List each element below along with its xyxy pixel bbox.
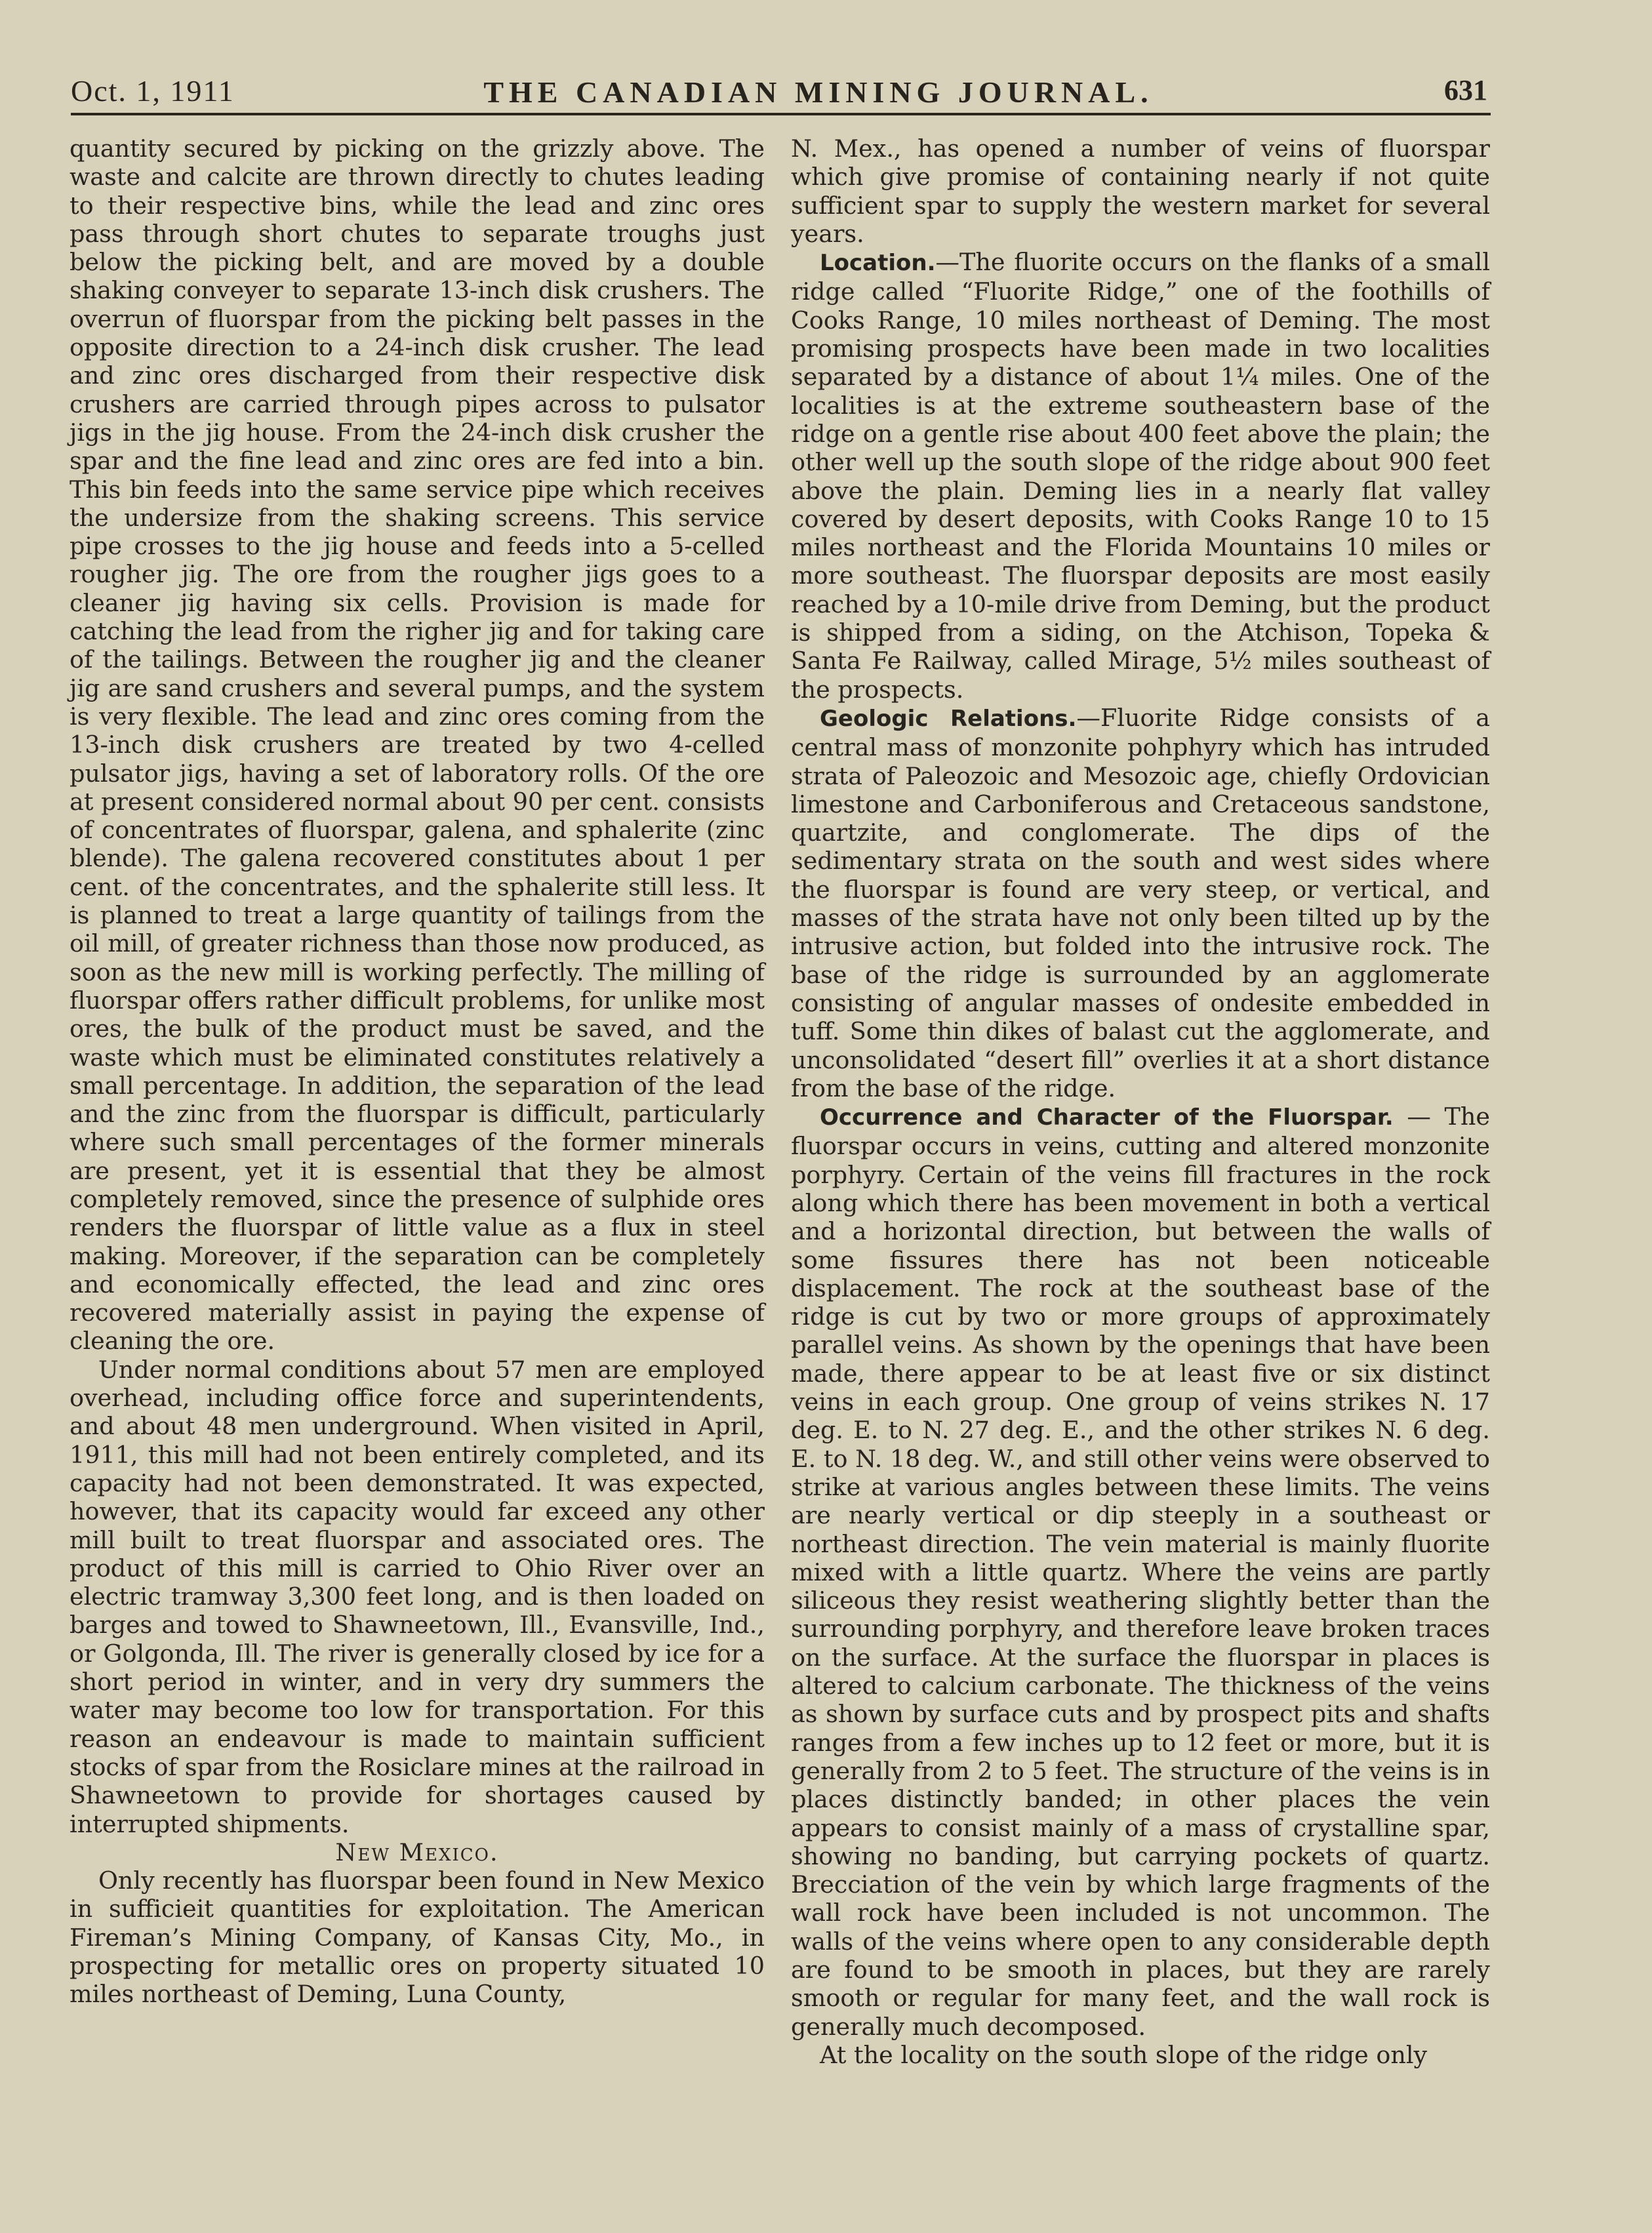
paragraph-occurrence	[791, 1102, 1490, 2041]
paragraph: quantity secured by picking on the grizzly above. The waste and calcite are thrown directly to chutes leading to their respective bins, while the lead and zinc ores pass through short chutes to separate troughs just below the picking belt, and are moved by a double shaking conveyer to separate 13-inch disk crushers. The overrun of fluorspar from the picking belt passes in the opposite direction to a 24-inch disk crusher. The lead and zinc ores discharged from their respective disk crushers are carried through pipes across to pulsator jigs in the jig house. From the 24-inch disk crusher the spar and the fine lead and zinc ores are fed into a bin. This bin feeds into the same service pipe which receives the undersize from the shaking screens. This service pipe crosses to the jig house and feeds into a 5-celled rougher jig. The ore from the rougher jigs goes to a cleaner jig having six cells. Provision is made for catching the lead from the righer jig and for taking care of the tailings. Between the rougher jig and the cleaner jig are sand crushers and several pumps, and the system is very flexible. The lead and zinc ores coming from the 13-inch disk crushers are treated by two 4-celled pulsator jigs, having a set of laboratory rolls. Of the ore at present considered normal about 90 per cent. consists of concentrates of fluorspar, galena, and sphalerite (zinc blende). The galena recovered constitutes about 1 per cent. of the concentrates, and the sphalerite still less. It is planned to treat a large quantity of tailings from the oil mill, of greater richness than those now produced, as soon as the new mill is working perfectly. The milling of fluorspar offers rather difficult problems, for unlike most ores, the bulk of the product must be saved, and the waste which must be eliminated constitutes relatively a small percentage. In addition, the separation of the lead and the zinc from the fluorspar is difficult, particularly where such small percentages of the former minerals are present, yet it is essential that they be almost completely removed, since the presence of sulphide ores renders the fluorspar of little value as a flux in steel making. Moreover, if the separation can be completely and economically effected, the lead and zinc ores recovered materially assist in paying the expense of cleaning the ore.	[70, 134, 765, 1356]
right-column	[791, 134, 1490, 2069]
paragraph-text: —The fluorite occurs on the flanks of a small ridge called “Fluorite Ridge,” one of the foothills of Cooks Range, 10 miles northeast of Deming. The most promising prospects have been made in two localities separated by a distance of about 1¼ miles. One of the localities is at the extreme southeastern base of the ridge on a gentle rise about 400 feet above the plain; the other well up the south slope of the ridge about 900 feet above the plain. Deming lies in a nearly flat valley covered by desert deposits, with Cooks Range 10 to 15 miles northeast and the Florida Mountains 10 miles or more southeast. The fluorspar deposits are most easily reached by a 10-mile drive from Deming, but the product is shipped from a siding, on the Atchison, Topeka & Santa Fe Railway, called Mirage, 5½ miles southeast of the prospects.	[791, 248, 1490, 704]
section-heading: New Mexico.	[335, 1838, 499, 1866]
subheading-geologic: Geologic Relations.	[820, 705, 1077, 732]
subheading-occurrence: Occurrence and Character of the Fluorspar.	[820, 1104, 1394, 1131]
page-header	[71, 66, 1487, 118]
header-rule	[71, 113, 1491, 115]
journal-title: THE CANADIAN MINING JOURNAL.	[483, 75, 1154, 109]
issue-date: Oct. 1, 1911	[71, 74, 235, 108]
paragraph: Under normal conditions about 57 men are employed overhead, including office force and superintendents, and about 48 men underground. When visited in April, 1911, this mill had not been entirely completed, and its capacity had not been demonstrated. It was expected, however, that its capacity would far exceed any other mill built to treat fluorspar and associated ores. The product of this mill is carried to Ohio River over an electric tramway 3,300 feet long, and is then loaded on barges and towed to Shawneetown, Ill., Evansville, Ind., or Golgonda, Ill. The river is generally closed by ice for a short period in winter, and in very dry summers the water may become too low for transportation. For this reason an endeavour is made to maintain sufficient stocks of spar from the Rosiclare mines at the railroad in Shawneetown to provide for shortages caused by interrupted shipments.	[70, 1355, 765, 1838]
paragraph: Only recently has fluorspar been found in New Mexico in sufficieit quantities for exploitation. The American Fireman’s Mining Company, of Kansas City, Mo., in prospecting for metallic ores on property situated 10 miles northeast of Deming, Luna County,	[70, 1866, 765, 2009]
paragraph-text: — The fluorspar occurs in veins, cutting and altered monzonite porphyry. Certain of the veins fill fractures in the rock along which there has been movement in both a vertical and a horizontal direction, but between the walls of some fissures there has not been noticeable displacement. The rock at the southeast base of the ridge is cut by two or more groups of approximately parallel veins. As shown by the openings that have been made, there appear to be at least five or six distinct veins in each group. One group of veins strikes N. 17 deg. E. to N. 27 deg. E., and the other strikes N. 6 deg. E. to N. 18 deg. W., and still other veins were observed to strike at various angles between these limits. The veins are nearly vertical or dip steeply in a southeast or northeast direction. The vein material is mainly fluorite mixed with a little quartz. Where the veins are partly siliceous they resist weathering slightly better than the surrounding porphyry, and therefore leave broken traces on the surface. At the surface the fluorspar in places is altered to calcium carbonate. The thickness of the veins as shown by surface cuts and by prospect pits and shafts ranges from a few inches up to 12 feet or more, but it is generally from 2 to 5 feet. The structure of the veins is in places distinctly banded; in other places the vein appears to consist mainly of a mass of crystalline spar, showing no banding, but carrying pockets of quartz. Brecciation of the vein by which large fragments of the wall rock have been included is not uncommon. The walls of the veins where open to any considerable depth are found to be smooth in places, but they are rarely smooth or regular for many feet, and the wall rock is generally much decomposed.	[791, 1102, 1490, 2041]
left-column	[70, 134, 765, 2009]
paragraph-text: —Fluorite Ridge consists of a central mass of monzonite pohphyry which has intruded strata of Paleozoic and Mesozoic age, chiefly Ordovician limestone and Carboniferous and Cretaceous sandstone, quartzite, and conglomerate. The dips of the sedimentary strata on the south and west sides where the fluorspar is found are very steep, or vertical, and masses of the strata have not only been tilted up by the intrusive action, but folded into the intrusive rock. The base of the ridge is surrounded by an agglomerate consisting of angular masses of ondesite embedded in tuff. Some thin dikes of balast cut the agglomerate, and unconsolidated “desert fill” overlies it at a short distance from the base of the ridge.	[791, 703, 1490, 1102]
paragraph: At the locality on the south slope of the ridge only	[820, 2040, 1428, 2069]
paragraph-geologic	[791, 704, 1490, 1102]
paragraph: N. Mex., has opened a number of veins of fluorspar which give promise of containing nearly if not quite sufficient spar to supply the western market for several years.	[791, 134, 1490, 248]
subheading-location: Location.	[820, 250, 936, 277]
page-number: 631	[1444, 74, 1487, 106]
paragraph-location	[791, 248, 1490, 704]
